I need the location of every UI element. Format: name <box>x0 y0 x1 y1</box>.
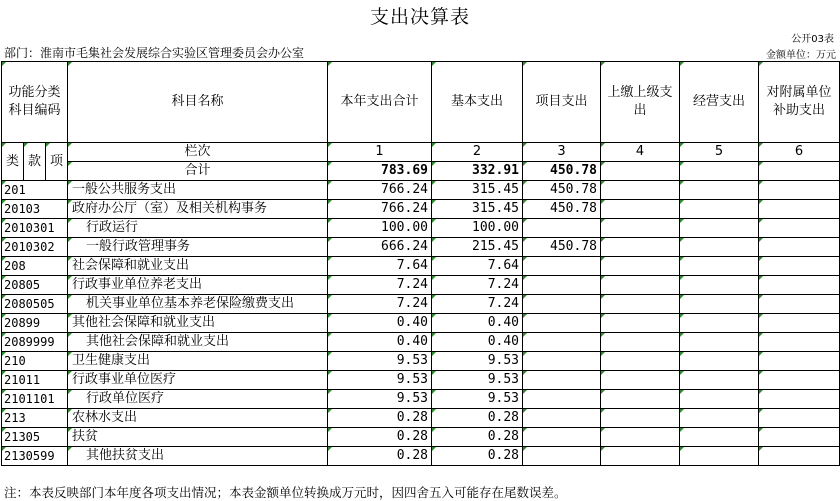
amount-business <box>680 257 759 276</box>
amount-business <box>680 390 759 409</box>
table-row <box>2 238 840 257</box>
amount-subsidiary <box>759 447 840 466</box>
amount-business <box>680 352 759 371</box>
header-xiang: 项 <box>46 143 68 181</box>
subject-code: 2089999 <box>2 333 68 352</box>
amount-subsidiary <box>759 390 840 409</box>
amount-basic: 9.53 <box>432 371 523 390</box>
amount-upper <box>601 390 680 409</box>
col-num-3: 3 <box>523 143 601 162</box>
amount-subsidiary <box>759 200 840 219</box>
subject-name: 社会保障和就业支出 <box>68 257 328 276</box>
table-row <box>2 390 840 409</box>
subject-code: 210 <box>2 352 68 371</box>
header-total: 本年支出合计 <box>328 62 432 143</box>
amount-subsidiary <box>759 238 840 257</box>
amount-total: 9.53 <box>328 352 432 371</box>
amount-total: 666.24 <box>328 238 432 257</box>
subject-name: 其他社会保障和就业支出 <box>68 333 328 352</box>
amount-basic: 7.24 <box>432 295 523 314</box>
amount-project <box>523 257 601 276</box>
amount-project: 450.78 <box>523 181 601 200</box>
header-lei: 类 <box>2 143 24 181</box>
amount-project <box>523 219 601 238</box>
amount-project: 450.78 <box>523 238 601 257</box>
amount-basic: 0.28 <box>432 428 523 447</box>
amount-basic: 7.64 <box>432 257 523 276</box>
amount-subsidiary <box>759 181 840 200</box>
header-code-group: 功能分类科目编码 <box>2 62 68 143</box>
amount-business <box>680 333 759 352</box>
header-kuan: 款 <box>24 143 46 181</box>
subject-name: 一般公共服务支出 <box>68 181 328 200</box>
amount-upper <box>601 181 680 200</box>
amount-upper <box>601 314 680 333</box>
subject-code: 20899 <box>2 314 68 333</box>
header-basic: 基本支出 <box>432 62 523 143</box>
amount-business <box>680 181 759 200</box>
amount-total: 9.53 <box>328 371 432 390</box>
table-row <box>2 257 840 276</box>
table-row <box>2 428 840 447</box>
amount-total: 766.24 <box>328 200 432 219</box>
amount-upper <box>601 276 680 295</box>
amount-basic: 215.45 <box>432 238 523 257</box>
amount-total: 0.28 <box>328 447 432 466</box>
amount-project <box>523 352 601 371</box>
table-row <box>2 371 840 390</box>
total-basic: 332.91 <box>432 162 523 181</box>
amount-project <box>523 295 601 314</box>
amount-business <box>680 314 759 333</box>
subject-code: 2130599 <box>2 447 68 466</box>
subject-code: 20805 <box>2 276 68 295</box>
department-label: 部门：淮南市毛集社会发展综合实验区管理委员会办公室 <box>4 46 305 60</box>
amount-subsidiary <box>759 333 840 352</box>
amount-business <box>680 219 759 238</box>
total-row <box>2 162 840 181</box>
total-project: 450.78 <box>523 162 601 181</box>
subject-name: 政府办公厅（室）及相关机构事务 <box>68 200 328 219</box>
subject-code: 2101101 <box>2 390 68 409</box>
amount-business <box>680 200 759 219</box>
subject-name: 行政事业单位医疗 <box>68 371 328 390</box>
header-subsidiary: 对附属单位补助支出 <box>759 62 840 143</box>
amount-upper <box>601 200 680 219</box>
subject-code: 2080505 <box>2 295 68 314</box>
subject-name: 其他扶贫支出 <box>68 447 328 466</box>
subject-code: 21305 <box>2 428 68 447</box>
table-row <box>2 314 840 333</box>
subject-name: 行政运行 <box>68 219 328 238</box>
subject-name: 扶贫 <box>68 428 328 447</box>
amount-business <box>680 276 759 295</box>
amount-business <box>680 295 759 314</box>
header-project: 项目支出 <box>523 62 601 143</box>
amount-basic: 9.53 <box>432 352 523 371</box>
amount-subsidiary <box>759 409 840 428</box>
amount-upper <box>601 371 680 390</box>
table-row <box>2 181 840 200</box>
total-subsidiary <box>759 162 840 181</box>
amount-basic: 0.28 <box>432 409 523 428</box>
subject-name: 行政事业单位养老支出 <box>68 276 328 295</box>
subject-code: 21011 <box>2 371 68 390</box>
subject-code: 2010301 <box>2 219 68 238</box>
amount-project <box>523 333 601 352</box>
amount-total: 100.00 <box>328 219 432 238</box>
amount-basic: 315.45 <box>432 200 523 219</box>
amount-project <box>523 314 601 333</box>
amount-project <box>523 428 601 447</box>
subject-name: 行政单位医疗 <box>68 390 328 409</box>
amount-upper <box>601 219 680 238</box>
amount-upper <box>601 333 680 352</box>
amount-subsidiary <box>759 295 840 314</box>
amount-project <box>523 390 601 409</box>
expenditure-table <box>1 61 840 466</box>
table-row <box>2 276 840 295</box>
amount-upper <box>601 257 680 276</box>
col-num-4: 4 <box>601 143 680 162</box>
amount-project <box>523 447 601 466</box>
subject-name: 农林水支出 <box>68 409 328 428</box>
table-row <box>2 200 840 219</box>
amount-upper <box>601 238 680 257</box>
subject-code: 2010302 <box>2 238 68 257</box>
subject-name: 机关事业单位基本养老保险缴费支出 <box>68 295 328 314</box>
col-num-1: 1 <box>328 143 432 162</box>
amount-project <box>523 409 601 428</box>
col-num-5: 5 <box>680 143 759 162</box>
subject-code: 20103 <box>2 200 68 219</box>
amount-business <box>680 238 759 257</box>
amount-total: 0.40 <box>328 314 432 333</box>
amount-business <box>680 447 759 466</box>
amount-upper <box>601 352 680 371</box>
header-subject-name: 科目名称 <box>68 62 328 143</box>
amount-unit-label: 金额单位：万元 <box>766 50 836 61</box>
total-label: 合计 <box>68 162 328 181</box>
amount-upper <box>601 295 680 314</box>
form-number: 公开03表 <box>791 34 834 45</box>
table-title: 支出决算表 <box>369 6 470 28</box>
subject-name: 其他社会保障和就业支出 <box>68 314 328 333</box>
amount-basic: 7.24 <box>432 276 523 295</box>
column-label-cell: 栏次 <box>68 143 328 162</box>
total-upper <box>601 162 680 181</box>
header-business: 经营支出 <box>680 62 759 143</box>
amount-upper <box>601 409 680 428</box>
amount-basic: 315.45 <box>432 181 523 200</box>
amount-basic: 9.53 <box>432 390 523 409</box>
amount-basic: 0.40 <box>432 333 523 352</box>
amount-subsidiary <box>759 371 840 390</box>
amount-subsidiary <box>759 428 840 447</box>
amount-total: 9.53 <box>328 390 432 409</box>
amount-business <box>680 428 759 447</box>
table-row <box>2 295 840 314</box>
amount-total: 7.64 <box>328 257 432 276</box>
amount-subsidiary <box>759 219 840 238</box>
header-upper: 上缴上级支出 <box>601 62 680 143</box>
amount-business <box>680 371 759 390</box>
total-amount: 783.69 <box>328 162 432 181</box>
table-row <box>2 219 840 238</box>
amount-total: 766.24 <box>328 181 432 200</box>
subject-name: 一般行政管理事务 <box>68 238 328 257</box>
col-num-2: 2 <box>432 143 523 162</box>
amount-subsidiary <box>759 352 840 371</box>
amount-total: 0.40 <box>328 333 432 352</box>
subject-code: 201 <box>2 181 68 200</box>
table-row <box>2 333 840 352</box>
subject-code: 208 <box>2 257 68 276</box>
amount-subsidiary <box>759 276 840 295</box>
amount-project <box>523 371 601 390</box>
amount-basic: 0.28 <box>432 447 523 466</box>
amount-subsidiary <box>759 257 840 276</box>
amount-total: 7.24 <box>328 276 432 295</box>
amount-basic: 100.00 <box>432 219 523 238</box>
amount-project: 450.78 <box>523 200 601 219</box>
amount-basic: 0.40 <box>432 314 523 333</box>
table-row <box>2 409 840 428</box>
total-business <box>680 162 759 181</box>
subject-code: 213 <box>2 409 68 428</box>
table-row <box>2 352 840 371</box>
amount-subsidiary <box>759 314 840 333</box>
col-num-6: 6 <box>759 143 840 162</box>
table-row <box>2 447 840 466</box>
amount-upper <box>601 447 680 466</box>
footnote: 注：本表反映部门本年度各项支出情况；本表金额单位转换成万元时，因四舍五入可能存在尾数误差。 <box>4 485 567 500</box>
amount-project <box>523 276 601 295</box>
amount-total: 7.24 <box>328 295 432 314</box>
amount-business <box>680 409 759 428</box>
amount-total: 0.28 <box>328 409 432 428</box>
amount-total: 0.28 <box>328 428 432 447</box>
amount-upper <box>601 428 680 447</box>
subject-name: 卫生健康支出 <box>68 352 328 371</box>
